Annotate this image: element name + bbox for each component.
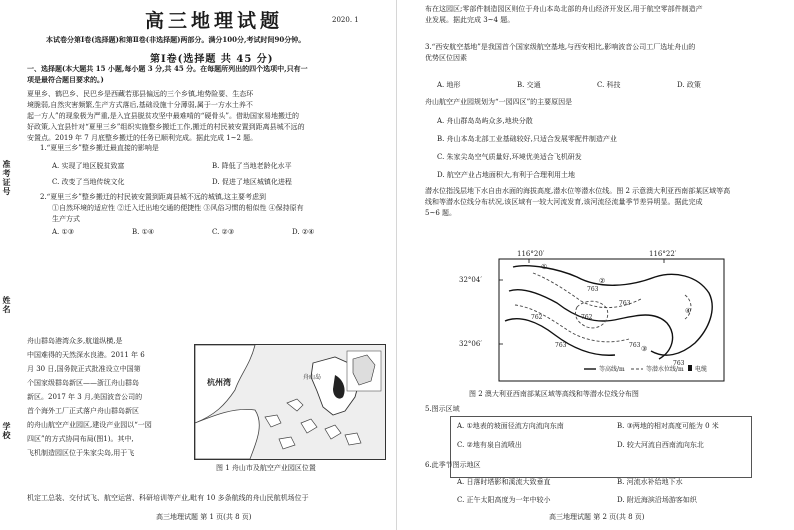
exam-info: 本试卷分第Ⅰ卷(选择题)和第Ⅱ卷(非选择题)两部分。满分100分,考试时间90分钟。	[46, 35, 306, 44]
point-label: ③	[641, 345, 648, 353]
contour-value-label: 762	[581, 314, 593, 321]
question-2-items-cont: 生产方式	[52, 215, 80, 223]
contour-map	[459, 247, 729, 387]
q3-option-a[interactable]: A. 地形	[437, 81, 461, 89]
passage-line: 布在这园区;零部件制造园区则位于舟山本岛北部的舟山经济开发区,用于航空零部件制造产	[425, 5, 703, 13]
q6-option-c[interactable]: C. 正午太阳高度为一年中较小	[457, 496, 551, 504]
q5-option-b[interactable]: B. ③两地的相对高度可能为 0 米	[617, 422, 719, 430]
part-heading: 第Ⅰ卷(选择题 共 45 分)	[150, 54, 274, 65]
figure-2-caption: 图 2 澳大利亚西南部某区域等高线和等潜水位线分布图	[469, 390, 639, 398]
passage-line: 业发展。据此完成 3~4 题。	[425, 16, 515, 24]
map-label-zhoushan: 舟山岛	[303, 374, 322, 381]
point-label: ①	[541, 263, 548, 271]
passage-line: 首个海外工厂正式落户舟山群岛新区	[27, 407, 139, 415]
passage-line: 新区。2017 年 3 月,美国波音公司的	[27, 393, 143, 401]
side-label-school: 学校	[2, 422, 12, 440]
question-3	[425, 42, 695, 64]
legend-cable-label: 电缆	[695, 366, 708, 373]
zhoushan-map-graphic	[195, 345, 385, 459]
contour-value-label: 763	[555, 342, 567, 349]
q5-option-a[interactable]: A. ①地表的坡面径流方向流向东南	[457, 422, 564, 430]
q4-option-c[interactable]: C. 朱家尖岛空气质量好,环境优美适合飞机研发	[437, 153, 582, 161]
instruction-line: 一、选择题(本大题共 15 小题,每小题 3 分,共 45 分。在每题所列出的四个选项中,只有一	[27, 64, 308, 73]
question-1-stem: 1.“夏里三乡”整乡搬迁最直接的影响是	[40, 144, 159, 152]
q1-option-d[interactable]: D. 促进了地区城镇化进程	[212, 178, 292, 186]
passage-line: 境脆弱,自然灾害频繁,生产方式落后,基础设施十分薄弱,属于一方水土养不	[27, 101, 253, 109]
instruction-line: 项是最符合题目要求的。)	[27, 75, 104, 84]
side-label-name: 姓名	[2, 296, 12, 314]
point-label: ②	[599, 277, 606, 285]
q2-option-b[interactable]: B. ①④	[132, 228, 155, 236]
q3-option-c[interactable]: C. 科技	[597, 81, 621, 89]
exam-page-2	[397, 0, 794, 530]
passage-line: 起一方人”的现象极为严重,是入宜县脱贫攻坚中最难啃的“硬骨头”。借助国家易地搬迁的	[27, 112, 299, 120]
q6-option-a[interactable]: A. 日落时塔影和溪流大致垂直	[457, 478, 551, 486]
passage-line: 好政策,入宜县针对“夏里三乡”组织实施整乡搬迁工作,搬迁的村民被安置到距离县城不远的	[27, 123, 305, 131]
point-label: ④	[685, 307, 692, 315]
contour-value-label: 763	[587, 286, 599, 293]
page-1-footer: 高三地理试题 第 1 页(共 8 页)	[156, 513, 252, 521]
q1-option-c[interactable]: C. 改变了当地传统文化	[52, 178, 125, 186]
side-label-exam-number: 准考证号	[2, 160, 12, 196]
q2-option-d[interactable]: D. ②④	[292, 228, 315, 236]
map-lat-label: 32°06′	[459, 340, 482, 348]
q2-option-c[interactable]: C. ②③	[212, 228, 235, 236]
q1-option-a[interactable]: A. 实现了地区脱贫致富	[52, 162, 125, 170]
passage-1	[27, 89, 305, 144]
contour-map-graphic	[459, 247, 729, 387]
q4-option-a[interactable]: A. 舟山群岛岛屿众多,地块分散	[437, 117, 533, 125]
q4-option-d[interactable]: D. 航空产业占地面积大,有利于合理利用土地	[437, 171, 576, 179]
passage-line: 飞机制造园区位于朱家尖岛,用于飞	[27, 449, 135, 457]
legend-contour-label: 等高线/m	[599, 366, 625, 373]
q6-option-d[interactable]: D. 附近海滨沿场游客如织	[617, 496, 697, 504]
q4-option-b[interactable]: B. 舟山本岛北部工业基础较好,只适合发展零配件制造产业	[437, 135, 617, 143]
passage-line: 中国难得的天然深水良港。2011 年 6	[27, 351, 145, 359]
q6-option-b[interactable]: B. 河流水补给地下水	[617, 478, 683, 486]
section-instructions	[27, 63, 308, 85]
passage-2-last-line: 机定工总装、交付试飞、航空运营、科研培训等产业,毗有 10 多条航线的舟山民航机场位于	[27, 494, 309, 502]
passage-line: 夏里乡、鹤巴乡、民巴乡是西藏若那县偏远的三个乡镇,地势险要、生态环	[27, 90, 254, 98]
passage-3	[425, 186, 730, 219]
passage-line: 个国家级群岛新区——浙江舟山群岛	[27, 379, 139, 387]
q1-option-b[interactable]: B. 降低了当地老龄化水平	[212, 162, 292, 170]
question-6-stem: 6.此季节图示地区	[425, 461, 481, 469]
q2-option-a[interactable]: A. ①③	[52, 228, 75, 236]
contour-value-label: 762	[531, 314, 543, 321]
passage-line: 的舟山航空产业园区,建设产业园以“一园	[27, 421, 152, 429]
figure-1-caption: 图 1 舟山市及航空产业园区位置	[216, 464, 316, 472]
map-lon-label: 116°20′	[517, 250, 545, 258]
page-2-footer: 高三地理试题 第 2 页(共 8 页)	[549, 513, 645, 521]
map-lat-label: 32°04′	[459, 276, 482, 284]
exam-title: 高三地理试题	[145, 10, 284, 32]
passage-line: 安置点。2019 年 7 月底整乡搬迁的任务已顺利完成。据此完成 1~2 题。	[27, 134, 258, 142]
passage-line: 舟山群岛港湾众多,航道纵横,是	[27, 337, 123, 345]
question-2-items: ①自然环境的适应性 ②迁入迁出地交通的便捷性 ③风俗习惯的相似性 ④保持原有	[52, 204, 304, 212]
map-lon-label: 116°22′	[649, 250, 677, 258]
zhoushan-map	[194, 344, 386, 460]
legend-water-table-label: 等潜水位线/m	[646, 366, 684, 373]
passage-line: 月 30 日,国务院正式批准设立中国第	[27, 365, 141, 373]
passage-2	[27, 334, 152, 460]
contour-value-label: 763	[673, 360, 685, 367]
map-label-hangzhou-bay: 杭州湾	[207, 377, 231, 387]
question-2	[40, 192, 304, 225]
contour-value-label: 763	[619, 300, 631, 307]
q5-option-c[interactable]: C. ②地有泉自流喷出	[457, 441, 522, 449]
passage-line: 四区”的方式协同布局(图1)。其中,	[27, 435, 134, 443]
question-3-stem-cont: 优势区位因素	[425, 54, 467, 62]
q3-option-b[interactable]: B. 交通	[517, 81, 541, 89]
question-5-stem: 5.图示区域	[425, 405, 460, 413]
question-2-stem: 2.“夏里三乡”整乡搬迁的村民被安置到距离县城不远的城镇,这主要考虑到	[40, 193, 267, 201]
exam-date: 2020. 1	[332, 16, 359, 24]
passage-2-continued	[425, 4, 703, 26]
question-3-stem: 3.“西安航空基地”是我国首个国家级航空基地,与西安相比,影响波音公司工厂选址舟山的	[425, 43, 696, 51]
question-4-stem: 舟山航空产业园规划为“一园四区”的主要原因是	[425, 98, 573, 106]
passage-line: 线和等潜水位线分布状况,该区域有一较大河流发育,该河流径流量季节差异明显。据此完成	[425, 198, 703, 206]
passage-line: 5~6 题。	[425, 209, 456, 217]
contour-value-label: 763	[629, 342, 641, 349]
q5-option-d[interactable]: D. 较大河流自西南流向东北	[617, 441, 704, 449]
q3-option-d[interactable]: D. 政策	[677, 81, 701, 89]
passage-line: 潜水位指浅层地下水自由水面的海拔高度,潜水位等潜水位线。图 2 示意澳大利亚西南部某区域等高	[425, 187, 731, 195]
